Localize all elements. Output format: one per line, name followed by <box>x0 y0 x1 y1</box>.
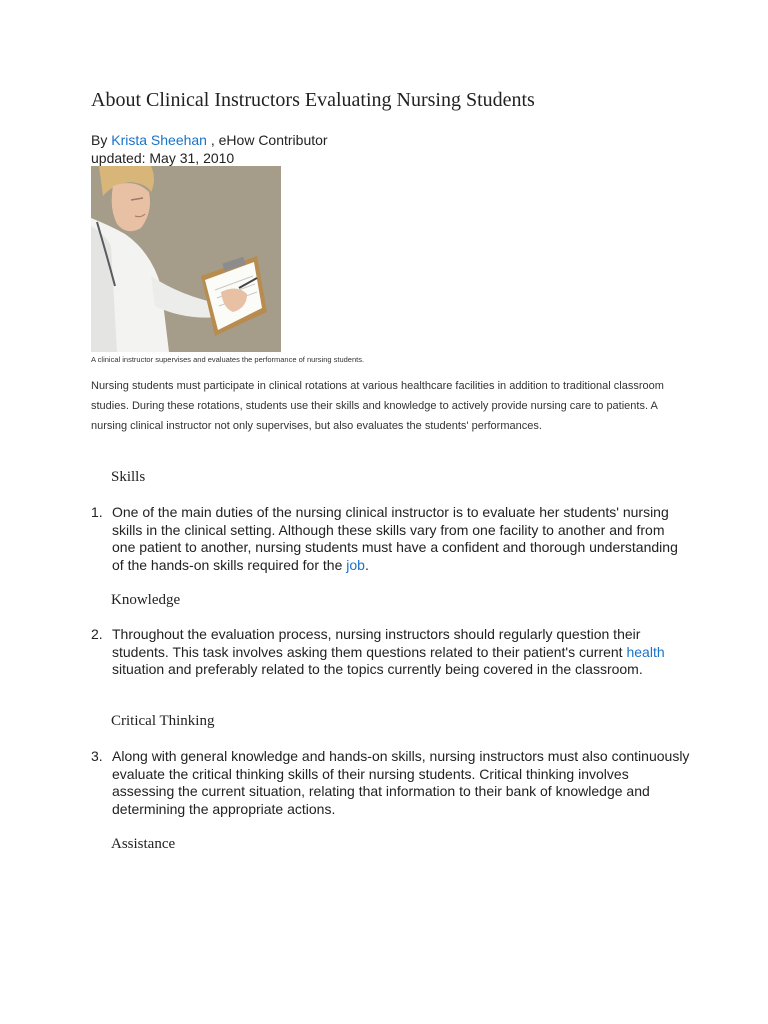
page-title: About Clinical Instructors Evaluating Nursing Students <box>91 89 535 111</box>
item-text: One of the main duties of the nursing clinical instructor is to evaluate her students' nursing skills in the clinical setting. Although these skills vary from one facility to another and from one patient to another, nursing students must have a confident and thorough understanding of the hands-on skills required for the <box>112 504 678 573</box>
list-item-skills <box>91 504 691 574</box>
author-line <box>91 131 328 149</box>
updated-date: updated: May 31, 2010 <box>91 150 235 166</box>
photo-caption: A clinical instructor supervises and evaluates the performance of nursing students. <box>91 355 365 364</box>
section-heading-critical-thinking: Critical Thinking <box>111 713 215 729</box>
author-role: , eHow Contributor <box>206 132 328 148</box>
byline <box>91 131 328 167</box>
health-link[interactable]: health <box>626 643 665 660</box>
intro-paragraph: Nursing students must participate in clinical rotations at various healthcare facilities in addition to traditional classroom studies. During these rotations, students use their skills and knowledge to actively provide nursing care to patients. A nursing clinical instructor not only supervises, but also evaluates the students' performances. <box>91 380 664 432</box>
list-item-knowledge <box>91 626 691 679</box>
author-link[interactable]: Krista Sheehan <box>111 132 207 148</box>
item-text-end: . <box>364 556 369 573</box>
item-text: Along with general knowledge and hands-on skills, nursing instructors must also continuously evaluate the critical thinking skills of their nursing students. Critical thinking involves assessing the current situation, relating that information to their bank of knowledge and determining the appropriate actions. <box>112 748 690 817</box>
list-number: 1. <box>91 504 103 520</box>
section-heading-skills: Skills <box>111 469 146 485</box>
section-heading-assistance: Assistance <box>111 836 176 852</box>
article-photo <box>91 166 281 352</box>
by-prefix: By <box>91 132 112 148</box>
section-heading-knowledge: Knowledge <box>111 592 181 608</box>
item-text-end: situation and preferably related to the topics currently being covered in the classroom. <box>112 661 643 677</box>
item-text: Throughout the evaluation process, nursing instructors should regularly question their students. This task involves asking them questions related to their patient's current <box>112 626 641 660</box>
list-number: 3. <box>91 748 103 764</box>
nurse-with-clipboard-illustration <box>91 166 281 352</box>
list-item-critical-thinking <box>91 748 691 818</box>
job-link[interactable]: job <box>346 556 365 573</box>
list-number: 2. <box>91 626 103 642</box>
